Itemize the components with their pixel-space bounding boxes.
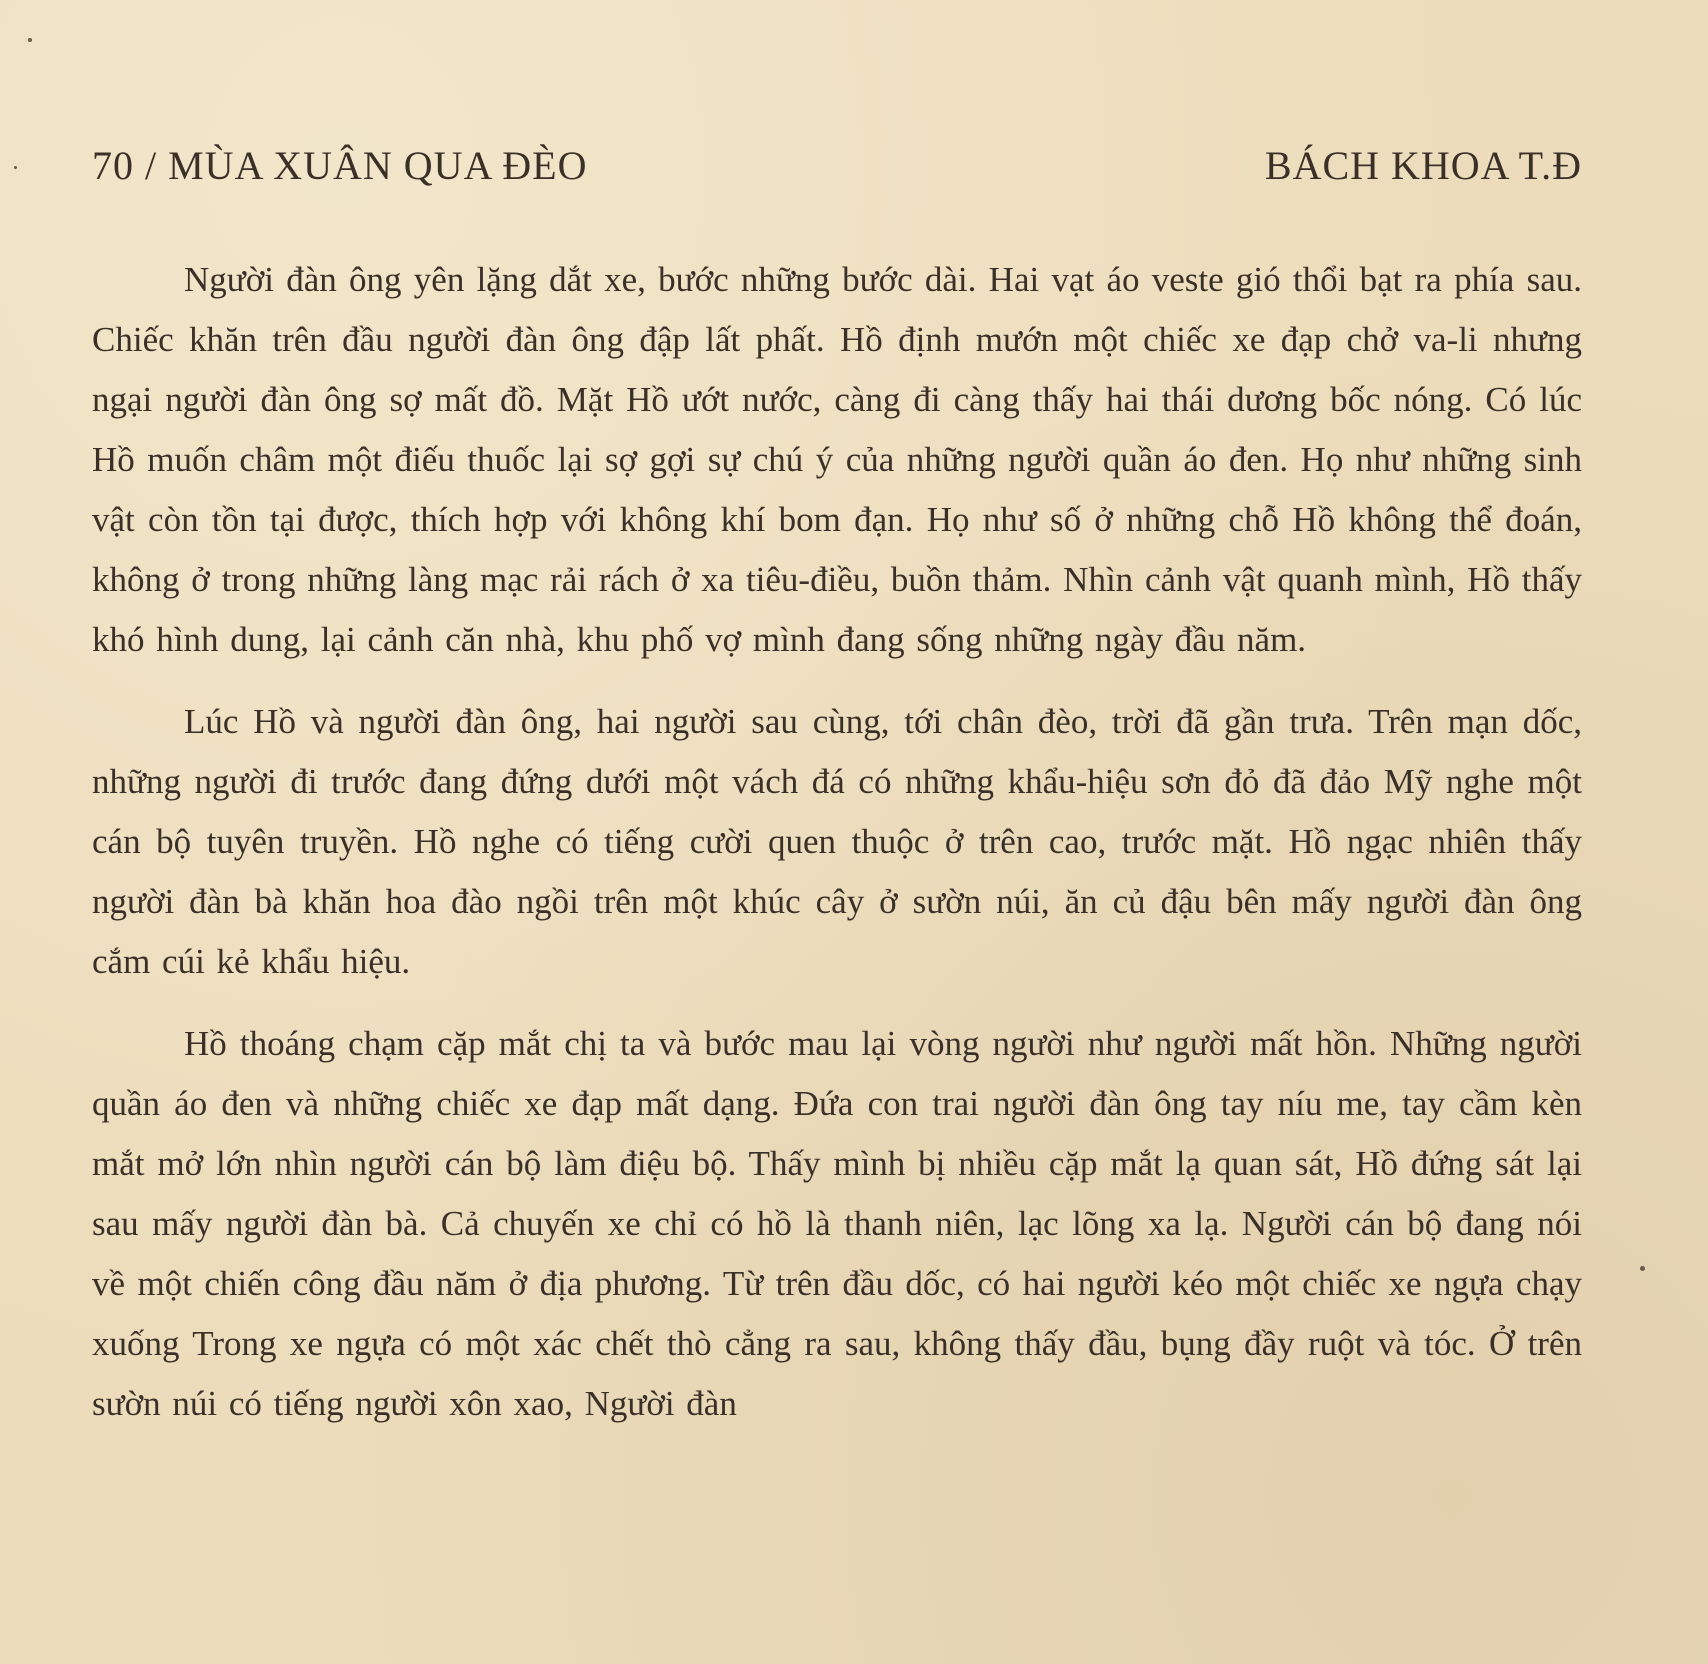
paper-speck — [1640, 1266, 1645, 1271]
page-body — [92, 250, 1582, 1456]
page-number-and-title: 70 / MÙA XUÂN QUA ĐÈO — [92, 143, 588, 188]
paragraph-1: Người đàn ông yên lặng dắt xe, bước những bước dài. Hai vạt áo veste gió thổi bạt ra phía sau. Chiếc khăn trên đầu người đàn ông đập lất phất. Hồ định mướn một chiếc xe đạp chở va-li nhưng ngại người đàn ông sợ mất đồ. Mặt Hồ ướt nước, càng đi càng thấy hai thái dương bốc nóng. Có lúc Hồ muốn châm một điếu thuốc lại sợ gợi sự chú ý của những người quần áo đen. Họ như những sinh vật còn tồn tại được, thích hợp với không khí bom đạn. Họ như số ở những chỗ Hồ không thể đoán, không ở trong những làng mạc rải rách ở xa tiêu-điều, buồn thảm. Nhìn cảnh vật quanh mình, Hồ thấy khó hình dung, lại cảnh căn nhà, khu phố vợ mình đang sống những ngày đầu năm. — [92, 260, 1582, 659]
paper-speck — [14, 166, 17, 169]
running-header — [92, 142, 1582, 192]
paragraph-2: Lúc Hồ và người đàn ông, hai người sau cùng, tới chân đèo, trời đã gần trưa. Trên mạn dốc, những người đi trước đang đứng dưới một vách đá có những khẩu-hiệu sơn đỏ đã đảo Mỹ nghe một cán bộ tuyên truyền. Hồ nghe có tiếng cười quen thuộc ở trên cao, trước mặt. Hồ ngạc nhiên thấy người đàn bà khăn hoa đào ngồi trên một khúc cây ở sườn núi, ăn củ đậu bên mấy người đàn ông cắm cúi kẻ khẩu hiệu. — [92, 702, 1582, 981]
paper-speck — [28, 38, 32, 42]
publication-name: BÁCH KHOA T.Đ — [1264, 143, 1582, 188]
paragraph-3: Hồ thoáng chạm cặp mắt chị ta và bước mau lại vòng người như người mất hồn. Những người quần áo đen và những chiếc xe đạp mất dạng. Đứa con trai người đàn ông tay níu me, tay cầm kèn mắt mở lớn nhìn người cán bộ làm điệu bộ. Thấy mình bị nhiều cặp mắt lạ quan sát, Hồ đứng sát lại sau mấy người đàn bà. Cả chuyến xe chỉ có hồ là thanh niên, lạc lõng xa lạ. Người cán bộ đang nói về một chiến công đầu năm ở địa phương. Từ trên đầu dốc, có hai người kéo một chiếc xe ngựa chạy xuống Trong xe ngựa có một xác chết thò cẳng ra sau, không thấy đầu, bụng đầy ruột và tóc. Ở trên sườn núi có tiếng người xôn xao, Người đàn — [92, 1024, 1582, 1423]
